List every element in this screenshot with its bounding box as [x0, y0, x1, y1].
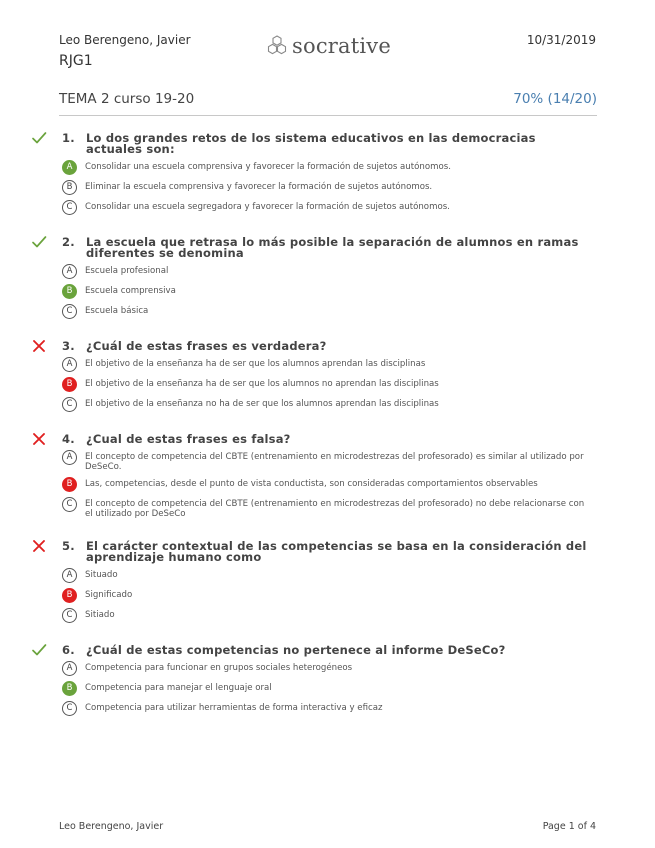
answer-text: Situado — [85, 570, 118, 580]
answer-text: Escuela profesional — [85, 266, 169, 276]
answer-text: El objetivo de la enseñanza no ha de ser que los alumnos aprendan las disciplinas — [85, 399, 439, 409]
answer-text: Competencia para utilizar herramientas de forma interactiva y eficaz — [85, 703, 383, 713]
logo — [265, 34, 391, 58]
answer-option — [0, 568, 655, 583]
answer-option — [0, 450, 655, 472]
class-code: RJG1 — [59, 53, 93, 69]
quiz-name: TEMA 2 curso 19-20 — [59, 91, 195, 107]
answer-letter-bubble: A — [62, 450, 77, 465]
answer-text: El concepto de competencia del CBTE (entrenamiento en microdestrezas del profesorado) no debe relacionarse con el utilizado por DeSeCo — [85, 499, 585, 519]
question-number: 5. — [62, 539, 75, 553]
answer-text: Las, competencias, desde el punto de vista conductista, son consideradas comportamientos observables — [85, 479, 538, 489]
checkmark-icon — [31, 234, 47, 250]
report-date: 10/31/2019 — [526, 33, 596, 47]
question-number: 4. — [62, 432, 75, 446]
answer-option — [0, 180, 655, 195]
question-text: Lo dos grandes retos de los sistema educativos en las democracias actuales son: — [86, 131, 536, 156]
answer-text: Escuela comprensiva — [85, 286, 176, 296]
answer-option — [0, 264, 655, 279]
answer-option — [0, 681, 655, 696]
question-list — [0, 133, 655, 738]
answer-text: Significado — [85, 590, 133, 600]
answer-option — [0, 357, 655, 372]
answer-list — [0, 160, 655, 215]
quiz-title-row — [59, 91, 597, 116]
question-4 — [0, 434, 655, 519]
answer-text: Escuela básica — [85, 306, 149, 316]
answer-letter-bubble: C — [62, 200, 77, 215]
answer-letter-bubble: B — [62, 588, 77, 603]
quiz-score: 70% (14/20) — [513, 91, 597, 107]
socrative-logo-icon — [265, 34, 289, 58]
question-5 — [0, 541, 655, 623]
answer-letter-bubble: B — [62, 477, 77, 492]
question-2 — [0, 237, 655, 319]
answer-option — [0, 377, 655, 392]
answer-letter-bubble: B — [62, 377, 77, 392]
question-text: El carácter contextual de las competencias se basa en la consideración del aprendizaje humano como — [86, 539, 587, 564]
answer-letter-bubble: B — [62, 681, 77, 696]
answer-option — [0, 304, 655, 319]
answer-option — [0, 284, 655, 299]
question-3 — [0, 341, 655, 412]
checkmark-icon — [31, 642, 47, 658]
answer-text: Consolidar una escuela comprensiva y favorecer la formación de sujetos autónomos. — [85, 162, 451, 172]
answer-letter-bubble: A — [62, 568, 77, 583]
answer-text: Eliminar la escuela comprensiva y favorecer la formación de sujetos autónomos. — [85, 182, 433, 192]
answer-list — [0, 568, 655, 623]
question-text: ¿Cuál de estas frases es verdadera? — [86, 339, 327, 353]
answer-option — [0, 160, 655, 175]
question-header — [0, 434, 655, 445]
question-text: ¿Cual de estas frases es falsa? — [86, 432, 291, 446]
question-number: 1. — [62, 131, 75, 145]
answer-option — [0, 588, 655, 603]
question-header — [0, 341, 655, 352]
answer-text: El objetivo de la enseñanza ha de ser que los alumnos aprendan las disciplinas — [85, 359, 426, 369]
answer-list — [0, 264, 655, 319]
answer-text: Consolidar una escuela segregadora y favorecer la formación de sujetos autónomos. — [85, 202, 450, 212]
answer-letter-bubble: A — [62, 160, 77, 175]
answer-letter-bubble: B — [62, 180, 77, 195]
answer-text: Competencia para funcionar en grupos sociales heterogéneos — [85, 663, 353, 673]
answer-letter-bubble: C — [62, 701, 77, 716]
answer-list — [0, 450, 655, 519]
answer-option — [0, 701, 655, 716]
logo-text: socrative — [292, 34, 391, 58]
question-text: La escuela que retrasa lo más posible la separación de alumnos en ramas diferentes se denomina — [86, 235, 579, 260]
page-number: Page 1 of 4 — [542, 821, 596, 832]
answer-letter-bubble: C — [62, 608, 77, 623]
question-header — [0, 541, 655, 563]
cross-icon — [31, 338, 47, 354]
question-header — [0, 237, 655, 259]
answer-text: Sitiado — [85, 610, 115, 620]
question-text: ¿Cuál de estas competencias no pertenece al informe DeSeCo? — [86, 643, 506, 657]
student-name: Leo Berengeno, Javier — [59, 33, 191, 47]
answer-letter-bubble: C — [62, 397, 77, 412]
answer-option — [0, 200, 655, 215]
answer-letter-bubble: A — [62, 661, 77, 676]
answer-text: Competencia para manejar el lenguaje oral — [85, 683, 272, 693]
question-6 — [0, 645, 655, 716]
checkmark-icon — [31, 130, 47, 146]
answer-list — [0, 661, 655, 716]
cross-icon — [31, 431, 47, 447]
answer-text: El concepto de competencia del CBTE (entrenamiento en microdestrezas del profesorado) es similar al utilizado por DeSeCo. — [85, 452, 584, 472]
answer-letter-bubble: A — [62, 264, 77, 279]
footer-student-name: Leo Berengeno, Javier — [59, 821, 164, 832]
question-number: 3. — [62, 339, 75, 353]
answer-option — [0, 497, 655, 519]
question-header — [0, 645, 655, 656]
answer-text: El objetivo de la enseñanza ha de ser que los alumnos no aprendan las disciplinas — [85, 379, 439, 389]
answer-option — [0, 661, 655, 676]
answer-option — [0, 477, 655, 492]
cross-icon — [31, 538, 47, 554]
answer-list — [0, 357, 655, 412]
question-header — [0, 133, 655, 155]
answer-option — [0, 397, 655, 412]
answer-letter-bubble: C — [62, 497, 77, 512]
answer-letter-bubble: B — [62, 284, 77, 299]
question-1 — [0, 133, 655, 215]
question-number: 6. — [62, 643, 75, 657]
question-number: 2. — [62, 235, 75, 249]
answer-letter-bubble: C — [62, 304, 77, 319]
answer-option — [0, 608, 655, 623]
answer-letter-bubble: A — [62, 357, 77, 372]
